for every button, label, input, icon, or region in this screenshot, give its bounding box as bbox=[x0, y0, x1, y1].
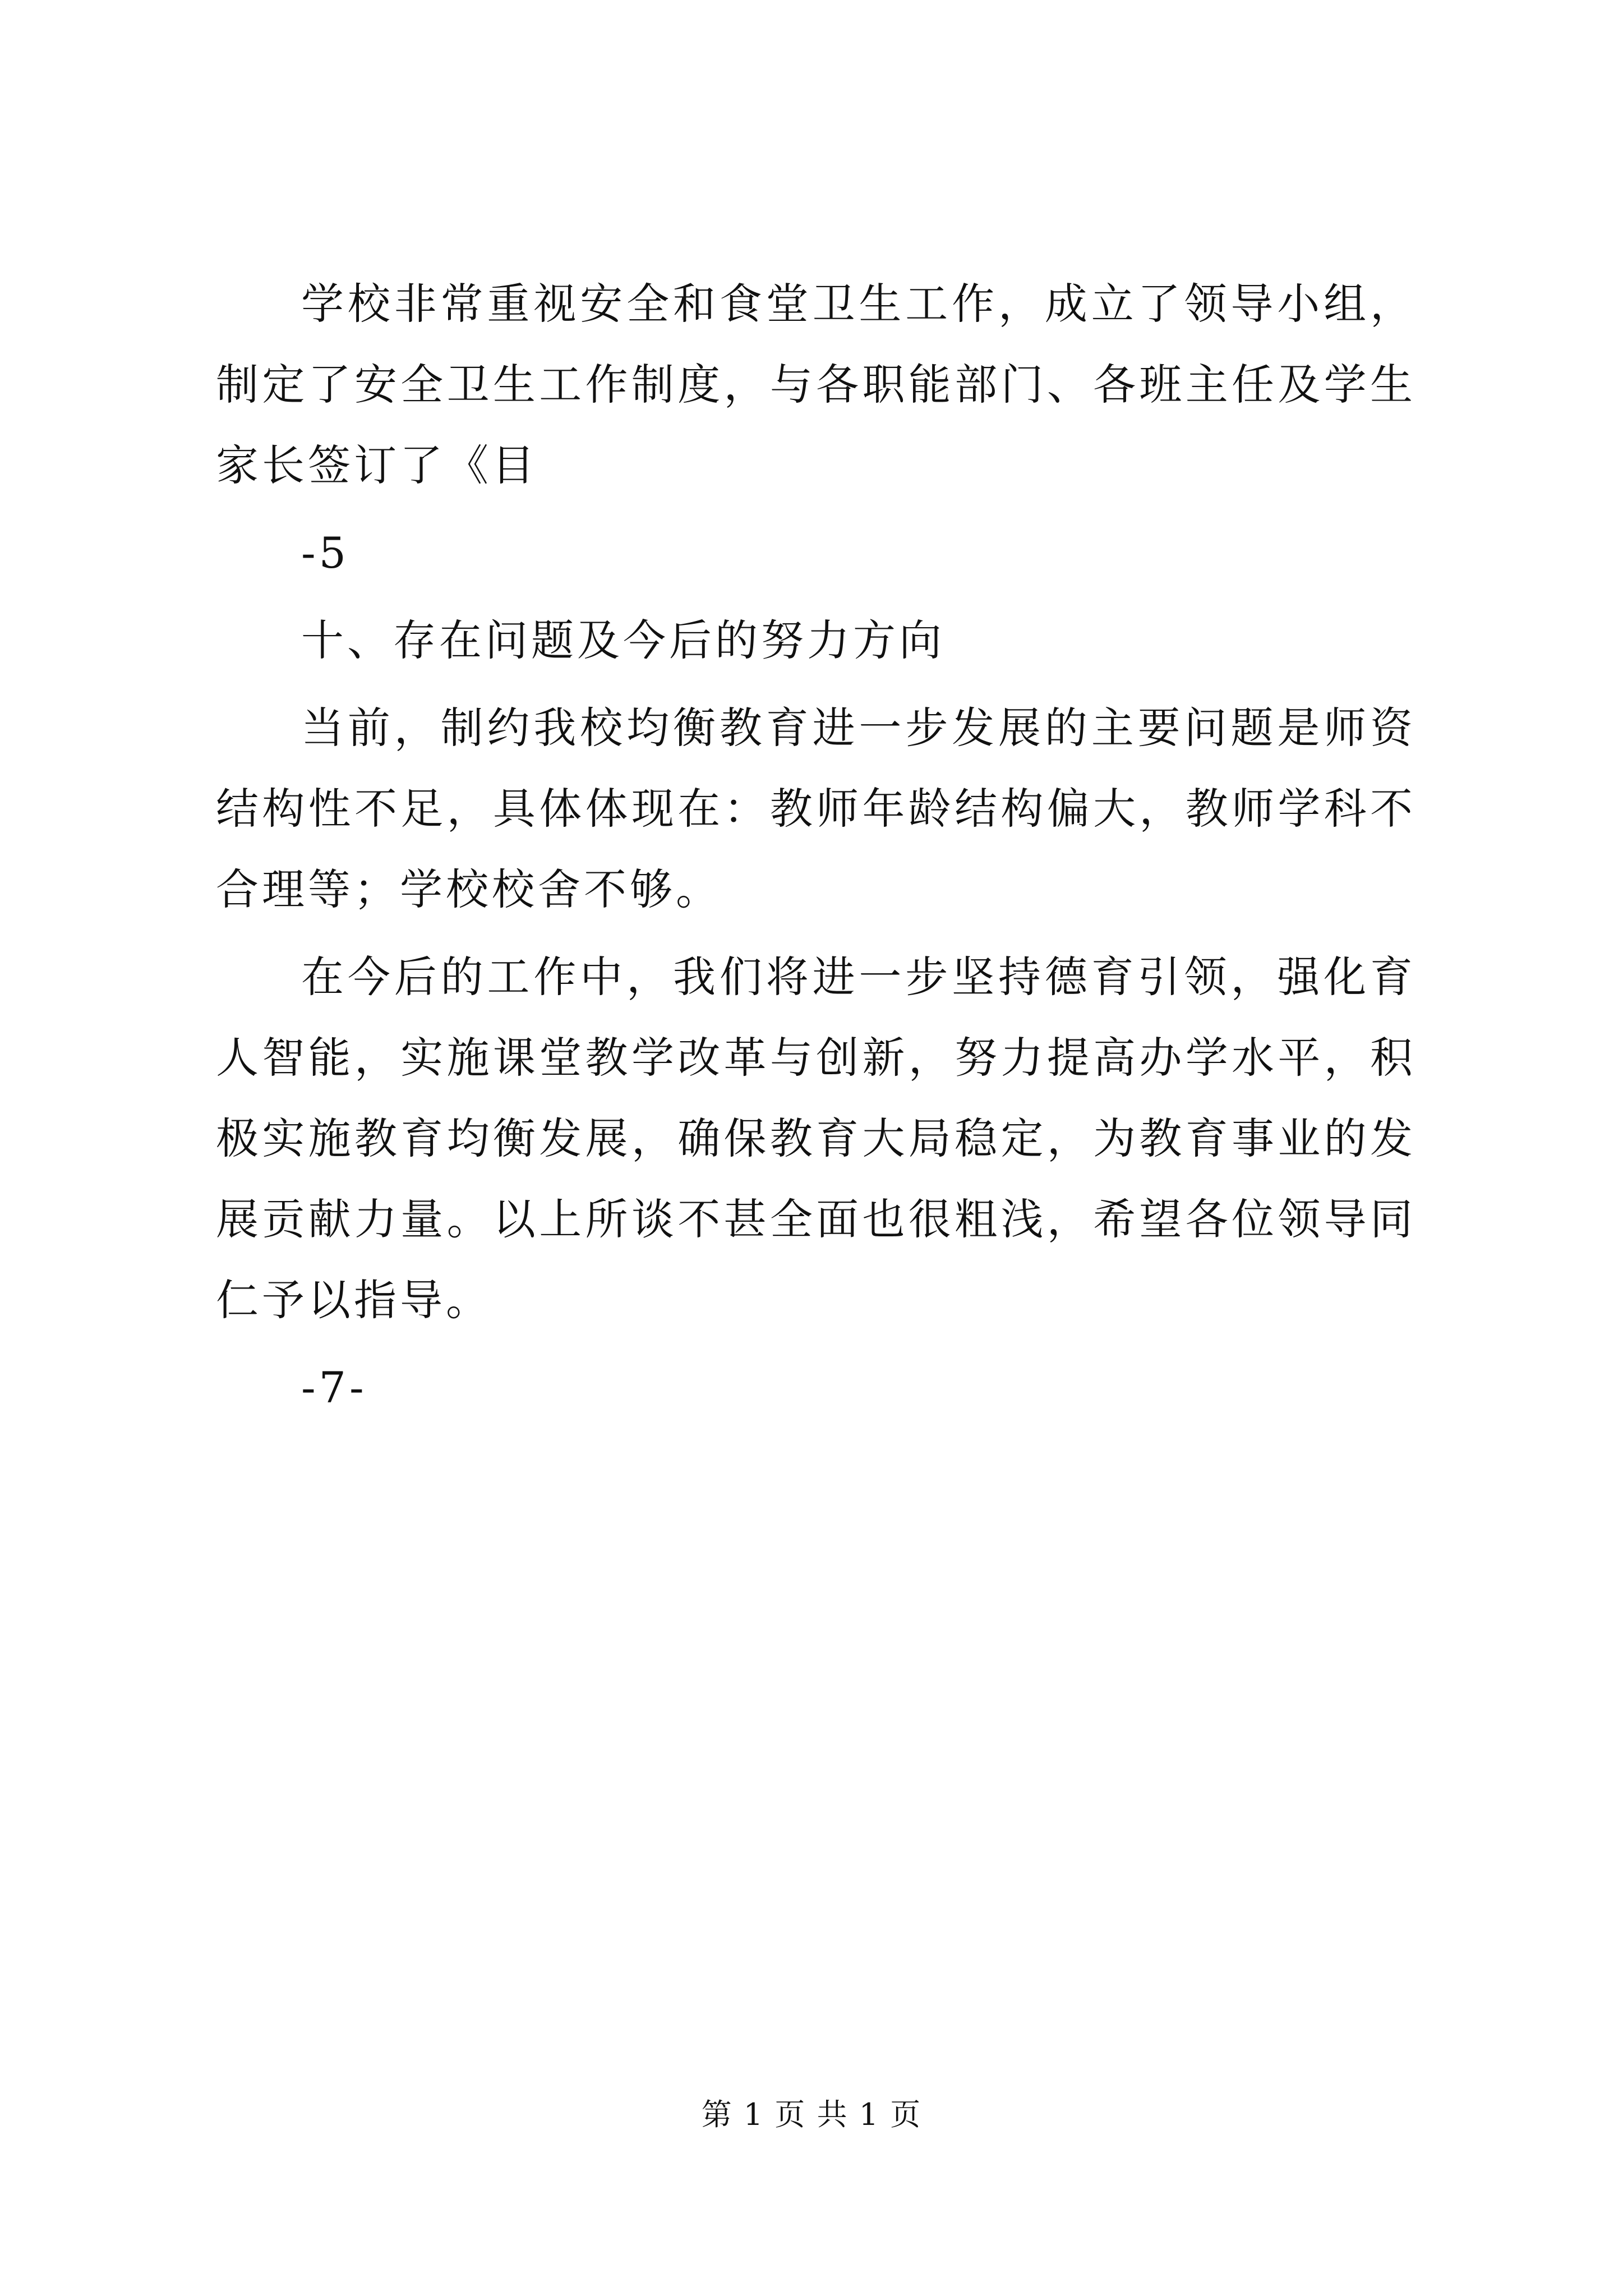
page-footer: 第 1 页 共 1 页 bbox=[701, 2097, 922, 2132]
page-marker-5: -5 bbox=[301, 528, 350, 578]
page-marker-7: -7- bbox=[301, 1363, 367, 1412]
section-heading-problems: 十、存在问题及今后的努力方向 bbox=[301, 615, 945, 665]
paragraph-safety-hygiene: 学校非常重视安全和食堂卫生工作，成立了领导小组，制定了安全卫生工作制度，与各职能部门、各班主任及学生家长签订了《目 bbox=[216, 279, 1416, 490]
paragraph-future-work: 在今后的工作中，我们将进一步坚持德育引领，强化育人智能，实施课堂教学改革与创新，努力提高办学水平，积极实施教育均衡发展，确保教育大局稳定，为教育事业的发展贡献力量。以上所谈不甚全面也很粗浅，希望各位领导同仁予以指导。 bbox=[216, 952, 1416, 1325]
document-body bbox=[216, 264, 1416, 1428]
paragraph-current-problems: 当前，制约我校均衡教育进一步发展的主要问题是师资结构性不足，具体体现在：教师年龄结构偏大，教师学科不合理等；学校校舍不够。 bbox=[216, 703, 1416, 914]
